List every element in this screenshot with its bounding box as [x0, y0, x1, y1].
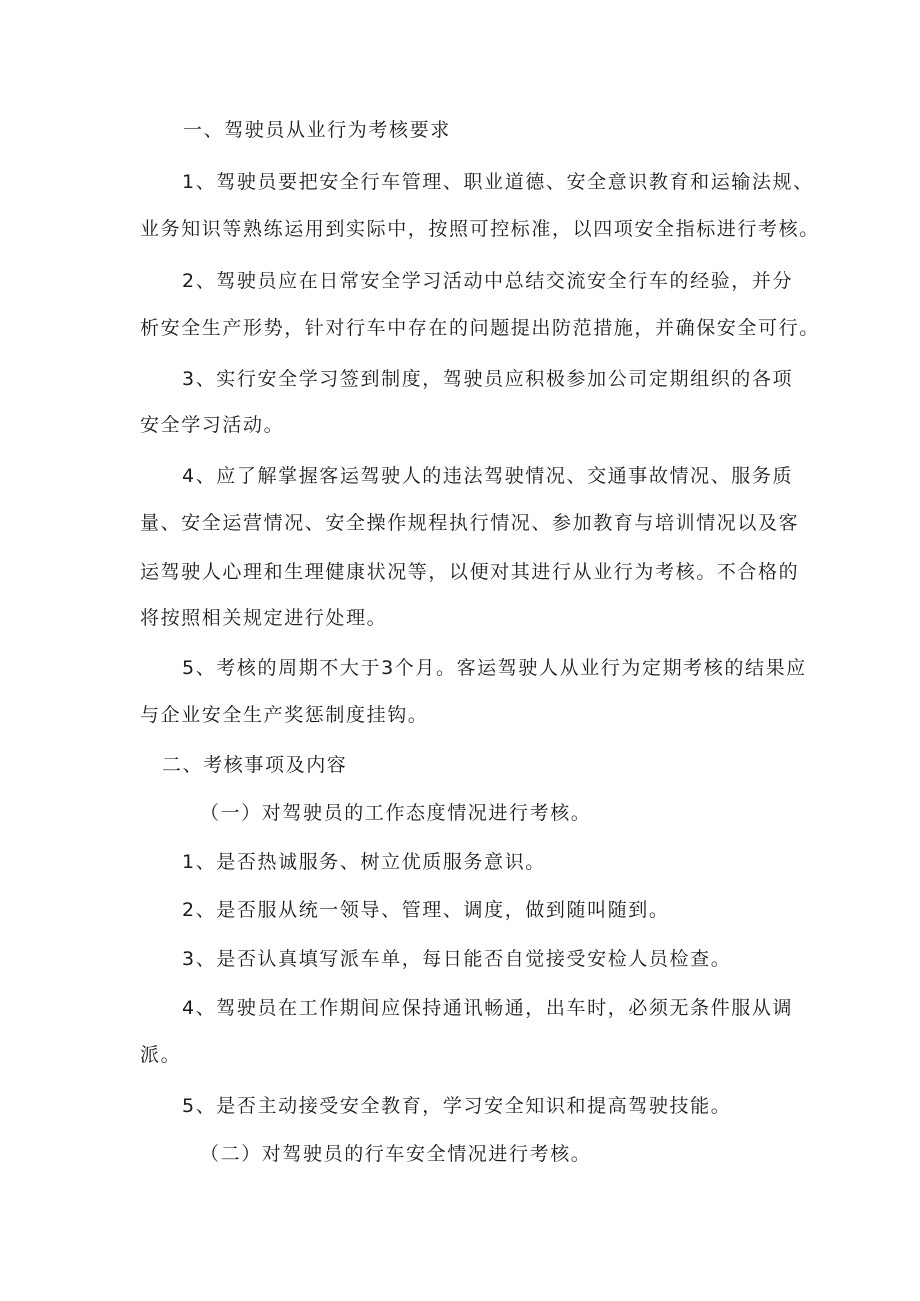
paragraph-line: 1、驾驶员要把安全行车管理、职业道德、安全意识教育和运输法规、 [182, 171, 814, 193]
paragraph-line: 安全学习活动。 [140, 414, 285, 436]
paragraph-line: 3、实行安全学习签到制度，驾驶员应积极参加公司定期组织的各项 [182, 368, 794, 390]
section-heading-1: 一、驾驶员从业行为考核要求 [183, 119, 451, 141]
list-item: 5、是否主动接受安全教育，学习安全知识和提高驾驶技能。 [182, 1095, 732, 1117]
paragraph-line: 2、驾驶员应在日常安全学习活动中总结交流安全行车的经验，并分 [182, 270, 794, 292]
paragraph-line: 5、考核的周期不大于3个月。客运驾驶人从业行为定期考核的结果应 [182, 657, 807, 679]
paragraph-line: 4、应了解掌握客运驾驶人的违法驾驶情况、交通事故情况、服务质 [182, 465, 794, 487]
section-heading-2: 二、考核事项及内容 [162, 754, 348, 776]
paragraph-line: 业务知识等熟练运用到实际中，按照可控标准，以四项安全指标进行考核。 [140, 218, 820, 240]
paragraph-line: 将按照相关规定进行处理。 [140, 607, 388, 629]
subsection-heading-2: （二）对驾驶员的行车安全情况进行考核。 [200, 1143, 592, 1165]
list-item: 派。 [140, 1044, 182, 1066]
paragraph-line: 量、安全运营情况、安全操作规程执行情况、参加教育与培训情况以及客 [140, 512, 800, 534]
paragraph-line: 运驾驶人心理和生理健康状况等，以便对其进行从业行为考核。不合格的 [140, 561, 800, 583]
list-item: 2、是否服从统一领导、管理、调度，做到随叫随到。 [182, 899, 670, 921]
list-item: 1、是否热诚服务、树立优质服务意识。 [182, 851, 546, 873]
list-item: 3、是否认真填写派车单，每日能否自觉接受安检人员检查。 [182, 948, 732, 970]
list-item: 4、驾驶员在工作期间应保持通讯畅通，出车时，必须无条件服从调 [182, 997, 794, 1019]
subsection-heading-1: （一）对驾驶员的工作态度情况进行考核。 [200, 802, 592, 824]
paragraph-line: 析安全生产形势，针对行车中存在的问题提出防范措施，并确保安全可行。 [140, 317, 820, 339]
paragraph-line: 与企业安全生产奖惩制度挂钩。 [140, 704, 429, 726]
